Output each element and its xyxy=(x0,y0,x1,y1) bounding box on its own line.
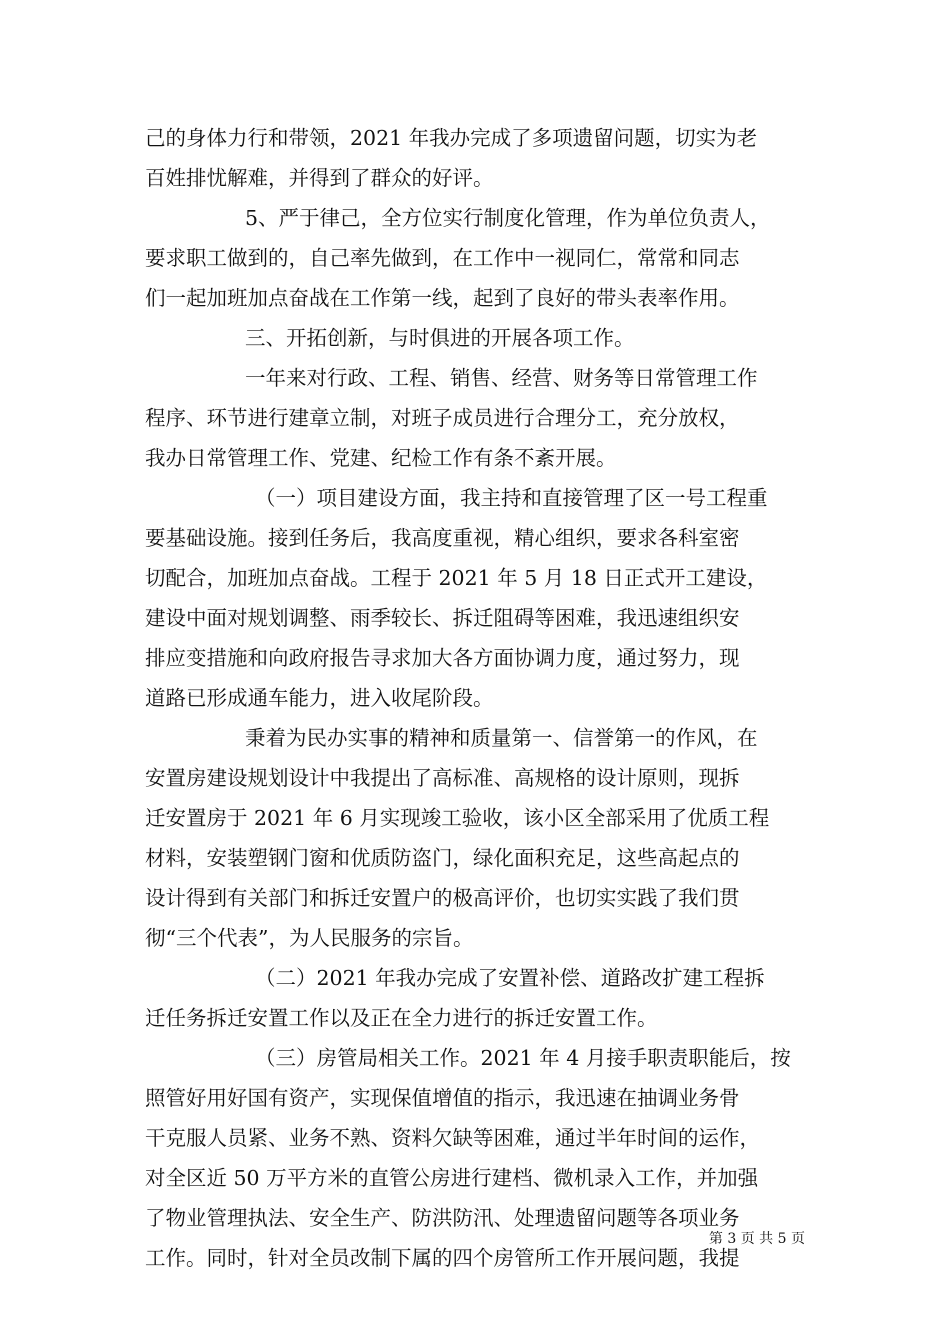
text-line: 要基础设施。接到任务后，我高度重视，精心组织，要求各科室密 xyxy=(145,526,740,550)
text-line: 切配合，加班加点奋战。工程于 2021 年 5 月 18 日正式开工建设， xyxy=(145,566,768,590)
text-line: 工作。同时，针对全员改制下属的四个房管所工作开展问题，我提 xyxy=(145,1246,740,1270)
text-line: 道路已形成通车能力，进入收尾阶段。 xyxy=(145,686,494,710)
text-line: 要求职工做到的，自己率先做到，在工作中一视同仁，常常和同志 xyxy=(145,246,740,270)
body-text xyxy=(145,118,825,1278)
text-line: 排应变措施和向政府报告寻求加大各方面协调力度，通过努力，现 xyxy=(145,646,740,670)
text-line: 秉着为民办实事的精神和质量第一、信誉第一的作风，在 xyxy=(245,726,758,750)
text-line: 迁任务拆迁安置工作以及正在全力进行的拆迁安置工作。 xyxy=(145,1006,658,1030)
text-line: 百姓排忧解难，并得到了群众的好评。 xyxy=(145,166,494,190)
text-line: 三、开拓创新，与时俱进的开展各项工作。 xyxy=(245,326,635,350)
text-line: 建设中面对规划调整、雨季较长、拆迁阻碍等困难，我迅速组织安 xyxy=(145,606,740,630)
text-line: 对全区近 50 万平方米的直管公房进行建档、微机录入工作，并加强 xyxy=(145,1166,759,1190)
text-line: （三）房管局相关工作。2021 年 4 月接手职责职能后，按 xyxy=(255,1046,791,1070)
text-line: 照管好用好国有资产，实现保值增值的指示，我迅速在抽调业务骨 xyxy=(145,1086,740,1110)
text-line: 干克服人员紧、业务不熟、资料欠缺等困难，通过半年时间的运作， xyxy=(145,1126,760,1150)
text-line: 一年来对行政、工程、销售、经营、财务等日常管理工作 xyxy=(245,366,758,390)
text-line: 程序、环节进行建章立制，对班子成员进行合理分工，充分放权， xyxy=(145,406,740,430)
text-line: 安置房建设规划设计中我提出了高标准、高规格的设计原则，现拆 xyxy=(145,766,740,790)
text-line: 彻“三个代表”，为人民服务的宗旨。 xyxy=(145,926,474,950)
page-number: 第 3 页 共 5 页 xyxy=(708,1231,805,1247)
text-line: 了物业管理执法、安全生产、防洪防汛、处理遗留问题等各项业务 xyxy=(145,1206,740,1230)
text-line: 5、严于律己，全方位实行制度化管理，作为单位负责人， xyxy=(245,206,771,230)
text-line: （一）项目建设方面，我主持和直接管理了区一号工程重 xyxy=(255,486,768,510)
text-line: 我办日常管理工作、党建、纪检工作有条不紊开展。 xyxy=(145,446,617,470)
text-line: 们一起加班加点奋战在工作第一线，起到了良好的带头表率作用。 xyxy=(145,286,740,310)
text-line: 迁安置房于 2021 年 6 月实现竣工验收，该小区全部采用了优质工程 xyxy=(145,806,770,830)
text-line: 设计得到有关部门和拆迁安置户的极高评价，也切实实践了我们贯 xyxy=(145,886,740,910)
text-line: （二）2021 年我办完成了安置补偿、道路改扩建工程拆 xyxy=(255,966,765,990)
text-line: 材料，安装塑钢门窗和优质防盗门，绿化面积充足，这些高起点的 xyxy=(145,846,740,870)
text-line: 己的身体力行和带领，2021 年我办完成了多项遗留问题，切实为老 xyxy=(145,126,758,150)
